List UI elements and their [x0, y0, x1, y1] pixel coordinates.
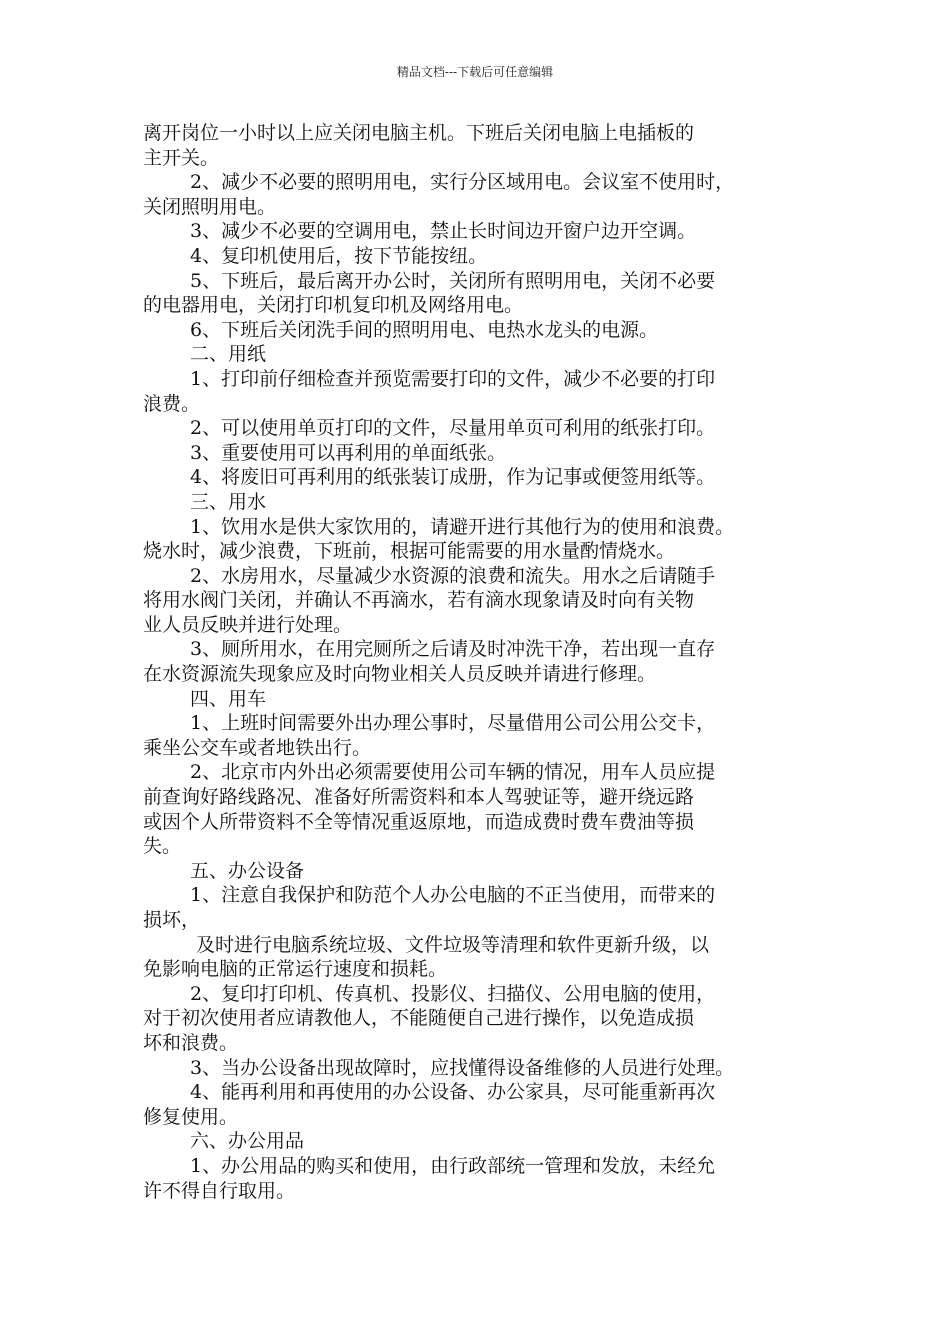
- text-line: 3、重要使用可以再利用的单面纸张。: [190, 441, 507, 464]
- document-body: [143, 121, 813, 1203]
- text-line: 损坏，: [143, 909, 201, 931]
- text-line: 坏和浪费。: [143, 1031, 239, 1054]
- text-line: 2、减少不必要的照明用电，实行分区域用电。会议室不使用时，: [190, 171, 735, 194]
- text-line: 许不得自行取用。: [143, 1179, 296, 1202]
- text-line: 修复使用。: [143, 1105, 239, 1128]
- text-line: 二、用纸: [190, 343, 267, 366]
- text-line: 1、打印前仔细检查并预览需要打印的文件，减少不必要的打印: [190, 367, 716, 390]
- text-line: 四、用车: [190, 687, 267, 710]
- text-line: 1、注意自我保护和防范个人办公电脑的不正当使用，而带来的: [190, 884, 716, 907]
- text-line: 关闭照明用电。: [143, 195, 277, 218]
- text-line: 失。: [143, 835, 182, 858]
- text-line: 五、办公设备: [190, 859, 305, 882]
- text-line: 乘坐公交车或者地铁出行。: [143, 736, 372, 759]
- text-line: 1、上班时间需要外出办理公事时，尽量借用公司公用公交卡，: [190, 712, 716, 735]
- page-header: 精品文档---下载后可任意编辑: [396, 65, 554, 79]
- text-line: 3、当办公设备出现故障时，应找懂得设备维修的人员进行处理。: [190, 1056, 735, 1079]
- text-line: 的电器用电，关闭打印机复印机及网络用电。: [143, 294, 524, 317]
- text-line: 2、北京市内外出必须需要使用公司车辆的情况，用车人员应提: [190, 761, 716, 784]
- text-line: 免影响电脑的正常运行速度和损耗。: [143, 958, 448, 981]
- text-line: 前查询好路线路况、准备好所需资料和本人驾驶证等，避开绕远路: [143, 786, 695, 809]
- text-line: 对于初次使用者应请教他人，不能随便自己进行操作，以免造成损: [143, 1007, 695, 1030]
- text-line: 主开关。: [143, 146, 220, 169]
- text-line: 烧水时，减少浪费，下班前，根据可能需要的用水量酌情烧水。: [143, 540, 676, 563]
- text-line: 浪费。: [143, 392, 201, 415]
- text-line: 2、可以使用单页打印的文件，尽量用单页可利用的纸张打印。: [190, 417, 716, 440]
- text-line: 1、饮用水是供大家饮用的，请避开进行其他行为的使用和浪费。: [190, 515, 735, 538]
- text-line: 4、复印机使用后，按下节能按纽。: [190, 244, 488, 267]
- text-line: 六、办公用品: [190, 1130, 305, 1153]
- text-line: 2、水房用水，尽量减少水资源的浪费和流失。用水之后请随手: [190, 564, 716, 587]
- text-line: 离开岗位一小时以上应关闭电脑主机。下班后关闭电脑上电插板的: [143, 122, 695, 144]
- text-line: 5、下班后，最后离开办公时，关闭所有照明用电，关闭不必要: [190, 269, 716, 292]
- text-line: 4、将废旧可再利用的纸张装订成册，作为记事或便签用纸等。: [190, 466, 716, 489]
- text-line: 4、能再利用和再使用的办公设备、办公家具，尽可能重新再次: [190, 1081, 716, 1104]
- text-line: 1、办公用品的购买和使用，由行政部统一管理和发放，未经允: [190, 1154, 716, 1177]
- text-line: 三、用水: [190, 490, 267, 513]
- text-line: 2、复印打印机、传真机、投影仪、扫描仪、公用电脑的使用，: [190, 982, 716, 1005]
- text-line: 或因个人所带资料不全等情况重返原地，而造成费时费车费油等损: [143, 810, 695, 833]
- text-line: 3、减少不必要的空调用电，禁止长时间边开窗户边开空调。: [190, 220, 697, 243]
- text-line: 在水资源流失现象应及时向物业相关人员反映并请进行修理。: [143, 663, 657, 686]
- text-line: 业人员反映并进行处理。: [143, 613, 353, 636]
- text-line: 及时进行电脑系统垃圾、文件垃圾等清理和软件更新升级，以: [196, 933, 710, 956]
- text-line: 6、下班后关闭洗手间的照明用电、电热水龙头的电源。: [190, 318, 659, 341]
- text-line: 3、厕所用水，在用完厕所之后请及时冲洗干净，若出现一直存: [190, 638, 716, 661]
- text-line: 将用水阀门关闭，并确认不再滴水，若有滴水现象请及时向有关物: [143, 589, 695, 612]
